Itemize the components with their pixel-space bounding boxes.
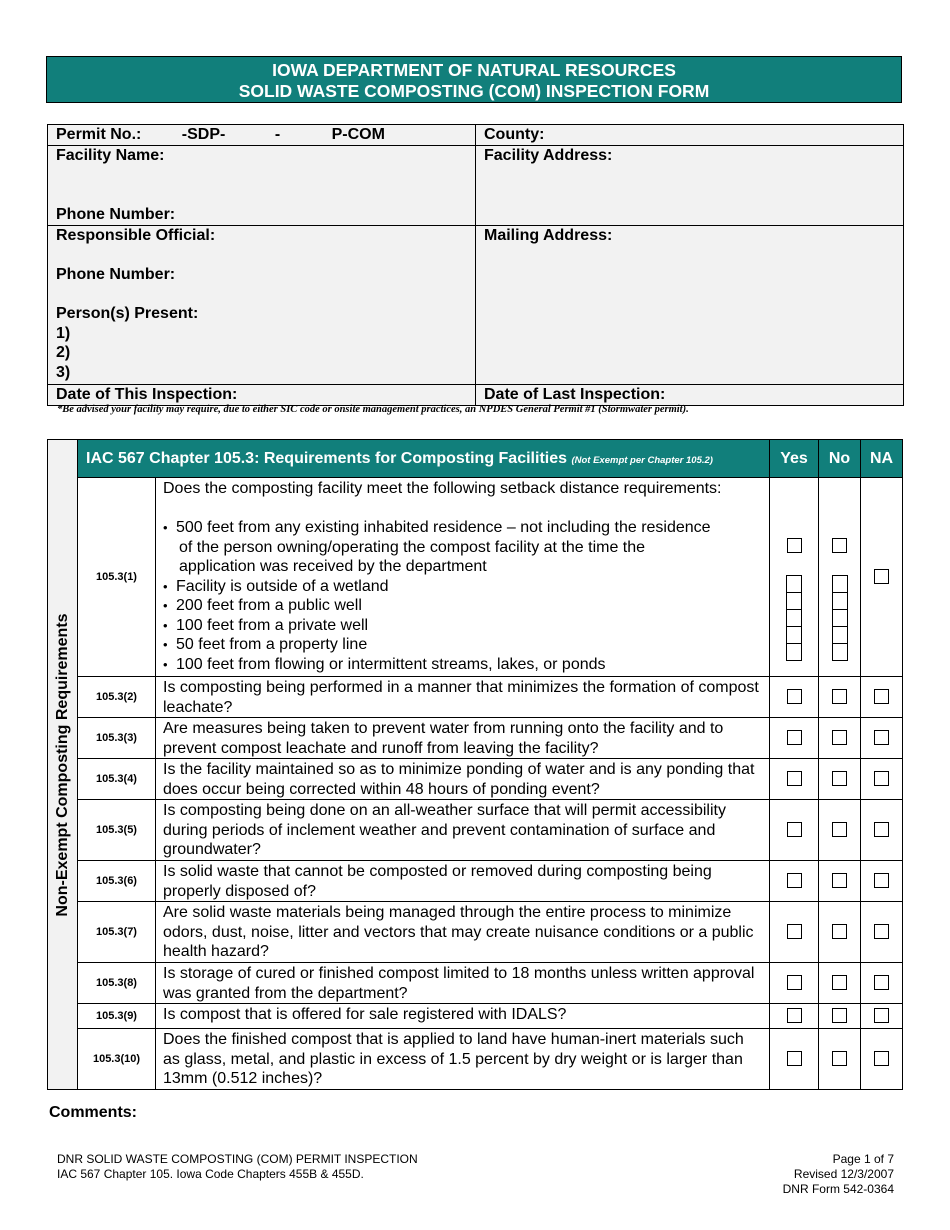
row-question: Are measures being taken to prevent water from running onto the facility and to prevent compost leachate and runoff from leaving the facility?	[156, 718, 770, 759]
na-cell	[861, 759, 903, 800]
no-checkbox[interactable]	[832, 771, 847, 786]
list-item: of the person owning/operating the compost facility at the time the	[179, 538, 646, 556]
table-row	[48, 677, 903, 718]
facility-address-cell[interactable]	[476, 146, 904, 226]
row-code: 105.3(9)	[78, 1004, 156, 1029]
requirements-title-note: (Not Exempt per Chapter 105.2)	[571, 454, 713, 466]
footer-left	[57, 1152, 418, 1182]
list-item: • 200 feet from a public well	[163, 596, 763, 616]
permit-seg-pcom: P-COM	[331, 126, 385, 143]
form-number: DNR Form 542-0364	[782, 1182, 894, 1196]
na-checkbox[interactable]	[874, 689, 889, 704]
list-item: • 100 feet from flowing or intermittent streams, lakes, or ponds	[163, 655, 763, 675]
no-checkbox[interactable]	[832, 626, 848, 644]
yes-checkbox[interactable]	[787, 730, 802, 745]
row-code: 105.3(10)	[78, 1029, 156, 1090]
persons-present-label: Person(s) Present:	[56, 305, 199, 322]
side-label: Non-Exempt Composting Requirements	[53, 612, 71, 917]
row-code: 105.3(6)	[78, 861, 156, 902]
row-code: 105.3(1)	[78, 478, 156, 677]
na-cell	[861, 861, 903, 902]
row-code: 105.3(5)	[78, 800, 156, 861]
permit-number-cell[interactable]	[48, 125, 476, 146]
setback-list	[163, 518, 763, 674]
yes-checkbox[interactable]	[787, 975, 802, 990]
county-cell[interactable]	[476, 125, 904, 146]
row-code: 105.3(4)	[78, 759, 156, 800]
row-question: Is solid waste that cannot be composted or removed during composting being properly disposed of?	[156, 861, 770, 902]
revised-date: Revised 12/3/2007	[793, 1167, 894, 1181]
na-checkbox[interactable]	[874, 771, 889, 786]
col-na-header: NA	[861, 440, 903, 478]
list-item: • 500 feet from any existing inhabited residence – not including the residence	[163, 518, 763, 538]
requirements-table	[47, 439, 903, 1090]
yes-cell	[770, 963, 819, 1004]
yes-checkbox[interactable]	[787, 689, 802, 704]
na-checkbox[interactable]	[874, 569, 889, 584]
yes-cell	[770, 1029, 819, 1090]
footer-right	[783, 1152, 894, 1197]
npdes-note: *Be advised your facility may require, due to either SIC code or onsite management practices, an NPDES General Permit #1 (Stormwater permit).	[57, 404, 689, 415]
col-no-header: No	[819, 440, 861, 478]
no-checkbox[interactable]	[832, 730, 847, 745]
no-cell	[819, 718, 861, 759]
no-checkbox[interactable]	[832, 822, 847, 837]
permit-label: Permit No.:	[56, 126, 142, 143]
person-1-label: 1)	[56, 324, 71, 342]
comments-label: Comments:	[49, 1104, 138, 1121]
table-row	[48, 963, 903, 1004]
no-checkbox[interactable]	[832, 873, 847, 888]
row-question: Is the facility maintained so as to minimize ponding of water and is any ponding that does occur being corrected within 48 hours of ponding event?	[156, 759, 770, 800]
na-checkbox[interactable]	[874, 1008, 889, 1023]
row-question: Are solid waste materials being managed through the entire process to minimize odors, dust, noise, litter and vectors that may create nuisance conditions or a public health hazard?	[156, 902, 770, 963]
yes-checkbox[interactable]	[787, 924, 802, 939]
row-code: 105.3(7)	[78, 902, 156, 963]
no-checkbox[interactable]	[832, 689, 847, 704]
row-question	[156, 478, 770, 677]
na-cell	[861, 1004, 903, 1029]
footer-left-line1: DNR SOLID WASTE COMPOSTING (COM) PERMIT INSPECTION	[57, 1152, 418, 1166]
na-checkbox[interactable]	[874, 730, 889, 745]
date-this-inspection-label: Date of This Inspection:	[56, 386, 238, 403]
permit-seg-dash: -	[274, 126, 281, 143]
row-code: 105.3(8)	[78, 963, 156, 1004]
side-label-cell	[48, 440, 78, 1090]
requirements-title-cell	[78, 440, 770, 478]
row-question: Is composting being performed in a manner that minimizes the formation of compost leachate?	[156, 677, 770, 718]
yes-cell	[770, 1004, 819, 1029]
yes-checkbox[interactable]	[786, 626, 802, 644]
no-checkbox[interactable]	[832, 592, 848, 610]
date-this-inspection-cell[interactable]	[48, 385, 476, 406]
row-code: 105.3(3)	[78, 718, 156, 759]
na-checkbox[interactable]	[874, 924, 889, 939]
row-question: Is compost that is offered for sale registered with IDALS?	[156, 1004, 770, 1029]
list-item: • 50 feet from a property line	[163, 635, 763, 655]
no-checkbox[interactable]	[832, 538, 847, 553]
na-cell	[861, 478, 903, 677]
requirements-title: IAC 567 Chapter 105.3: Requirements for Composting Facilities	[86, 449, 568, 467]
yes-cell	[770, 478, 819, 677]
footer-left-line2: IAC 567 Chapter 105. Iowa Code Chapters 455B & 455D.	[57, 1167, 364, 1181]
na-checkbox[interactable]	[874, 873, 889, 888]
list-item: • 100 feet from a private well	[163, 616, 763, 636]
table-row	[48, 718, 903, 759]
yes-checkbox[interactable]	[787, 538, 802, 553]
na-cell	[861, 1029, 903, 1090]
table-row	[48, 1029, 903, 1090]
na-cell	[861, 718, 903, 759]
person-3-label: 3)	[56, 363, 71, 381]
county-label: County:	[484, 126, 545, 143]
no-checkbox[interactable]	[832, 643, 848, 661]
yes-cell	[770, 861, 819, 902]
row-code: 105.3(2)	[78, 677, 156, 718]
no-cell	[819, 677, 861, 718]
yes-cell	[770, 718, 819, 759]
mailing-address-label: Mailing Address:	[484, 227, 613, 244]
person-2-label: 2)	[56, 344, 71, 361]
date-last-inspection-cell[interactable]	[476, 385, 904, 406]
list-item: • Facility is outside of a wetland	[163, 577, 763, 597]
no-checkbox[interactable]	[832, 609, 848, 627]
table-row	[48, 800, 903, 861]
no-cell	[819, 861, 861, 902]
facility-name-cell[interactable]	[48, 146, 476, 226]
official-phone-label: Phone Number:	[56, 266, 176, 283]
no-cell	[819, 1004, 861, 1029]
facility-phone-label: Phone Number:	[56, 205, 176, 223]
no-cell	[819, 963, 861, 1004]
table-row	[48, 861, 903, 902]
no-checkbox[interactable]	[832, 1008, 847, 1023]
no-cell	[819, 1029, 861, 1090]
table-row	[48, 759, 903, 800]
na-cell	[861, 677, 903, 718]
yes-cell	[770, 902, 819, 963]
responsible-official-cell[interactable]	[48, 226, 476, 385]
permit-seg-sdp: -SDP-	[181, 126, 226, 143]
yes-cell	[770, 677, 819, 718]
yes-checkbox[interactable]	[787, 873, 802, 888]
no-cell	[819, 759, 861, 800]
no-checkbox[interactable]	[832, 924, 847, 939]
question-text: Does the composting facility meet the following setback distance requirements:	[163, 480, 722, 497]
header-title-line1: IOWA DEPARTMENT OF NATURAL RESOURCES	[272, 60, 676, 80]
yes-cell	[770, 800, 819, 861]
yes-checkbox[interactable]	[786, 575, 802, 593]
na-checkbox[interactable]	[874, 975, 889, 990]
yes-cell	[770, 759, 819, 800]
yes-checkbox[interactable]	[786, 643, 802, 661]
row-question: Is composting being done on an all-weather surface that will permit accessibility during periods of inclement weather and prevent contamination of surface and groundwater?	[156, 800, 770, 861]
yes-checkbox[interactable]	[787, 1008, 802, 1023]
no-checkbox[interactable]	[832, 575, 848, 593]
facility-address-label: Facility Address:	[484, 147, 613, 164]
no-checkbox[interactable]	[832, 975, 847, 990]
header-title-line2: SOLID WASTE COMPOSTING (COM) INSPECTION FORM	[238, 81, 710, 101]
mailing-address-cell[interactable]	[476, 226, 904, 385]
na-checkbox[interactable]	[874, 1051, 889, 1066]
yes-checkbox[interactable]	[786, 609, 802, 627]
yes-checkbox[interactable]	[787, 822, 802, 837]
yes-checkbox[interactable]	[787, 1051, 802, 1066]
page-number: Page 1 of 7	[832, 1152, 894, 1166]
no-cell	[819, 902, 861, 963]
yes-checkbox[interactable]	[787, 771, 802, 786]
table-row	[48, 478, 903, 677]
list-item: application was received by the department	[179, 558, 487, 575]
table-row	[48, 902, 903, 963]
facility-info-table	[47, 124, 904, 406]
na-cell	[861, 963, 903, 1004]
row-question: Does the finished compost that is applied to land have human-inert materials such as glass, metal, and plastic in excess of 1.5 percent by dry weight or is larger than 13mm (0.512 inches)?	[156, 1029, 770, 1090]
no-checkbox[interactable]	[832, 1051, 847, 1066]
responsible-official-label: Responsible Official:	[56, 227, 216, 244]
na-checkbox[interactable]	[874, 822, 889, 837]
table-row	[48, 1004, 903, 1029]
no-cell	[819, 478, 861, 677]
facility-name-label: Facility Name:	[56, 147, 165, 164]
na-cell	[861, 800, 903, 861]
col-yes-header: Yes	[770, 440, 819, 478]
yes-checkbox[interactable]	[786, 592, 802, 610]
form-header	[46, 56, 902, 103]
row-question: Is storage of cured or finished compost limited to 18 months unless written approval was granted from the department?	[156, 963, 770, 1004]
date-last-inspection-label: Date of Last Inspection:	[484, 386, 666, 403]
na-cell	[861, 902, 903, 963]
no-cell	[819, 800, 861, 861]
